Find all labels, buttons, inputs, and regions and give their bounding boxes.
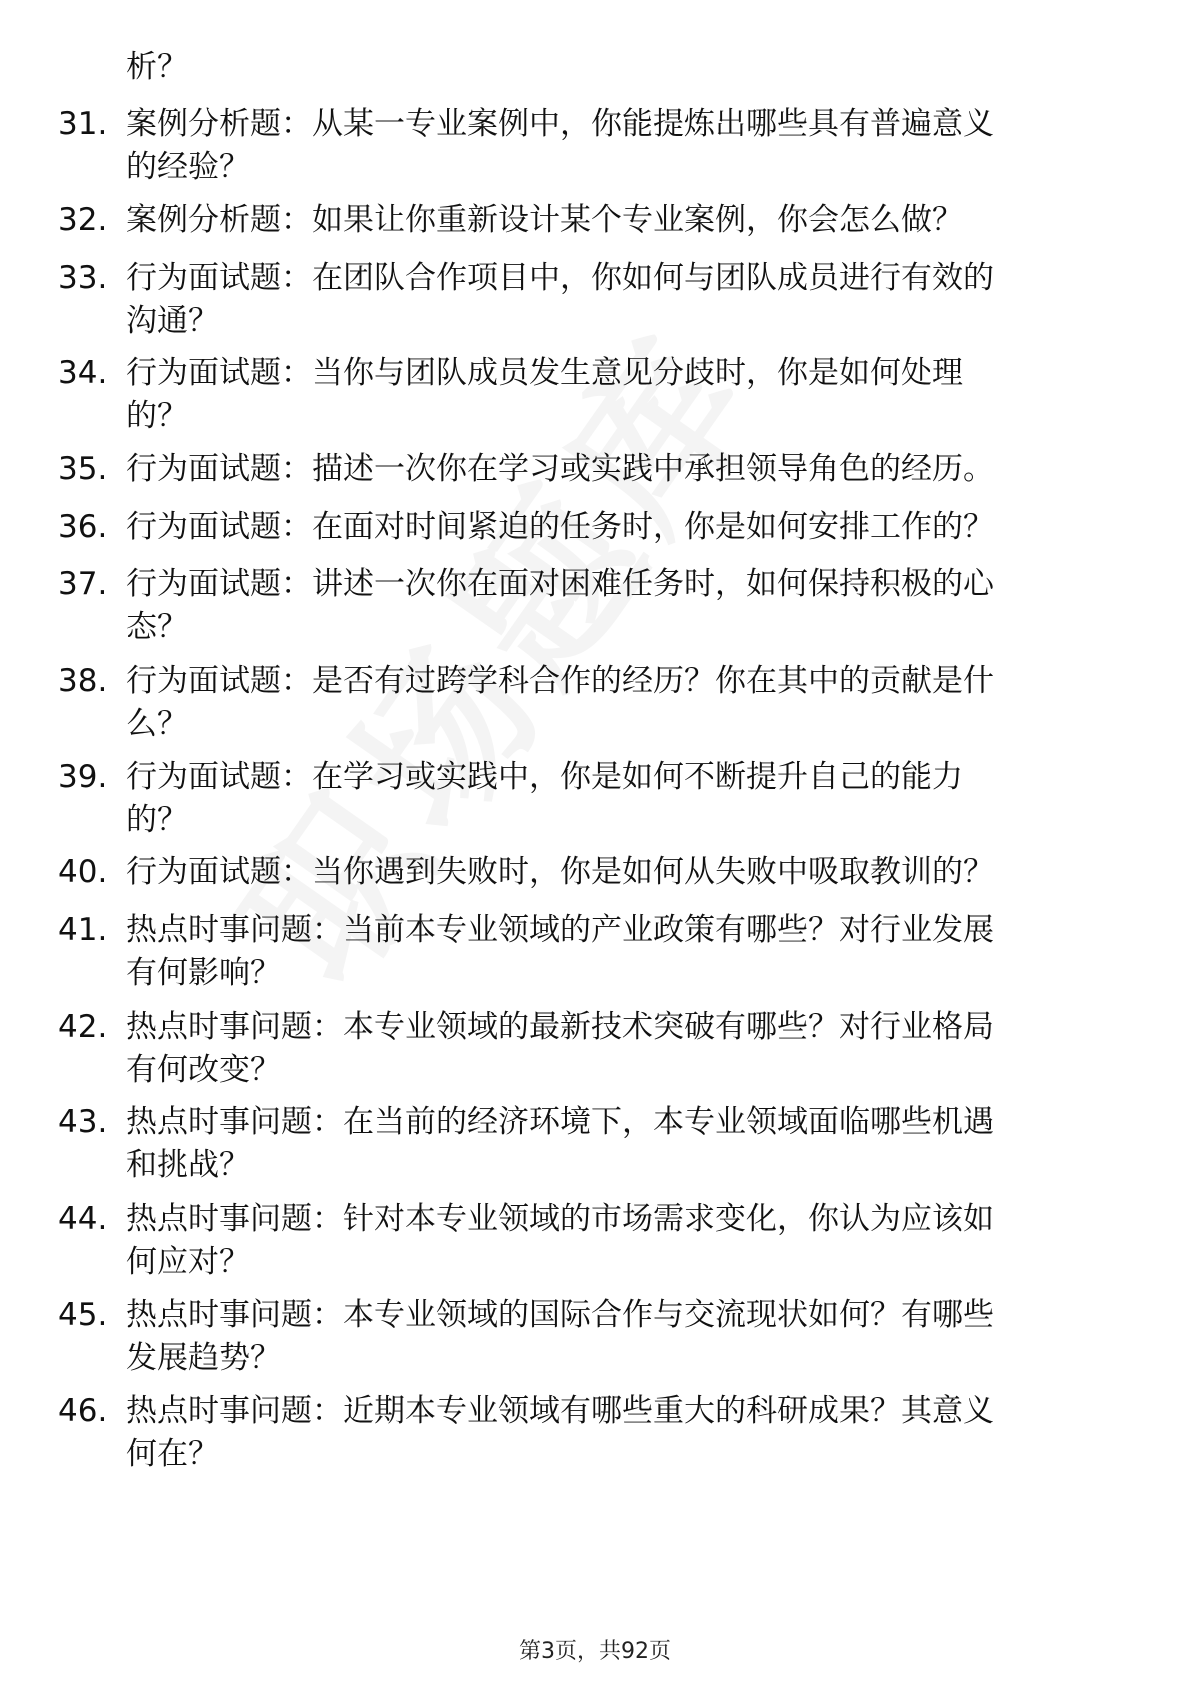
item-text-line: 析？ [126, 49, 188, 85]
item-text-line: 热点时事问题：本专业领域的最新技术突破有哪些？对行业格局 [126, 1009, 994, 1045]
item-text-line: 案例分析题：从某一专业案例中，你能提炼出哪些具有普遍意义 [126, 106, 994, 142]
item-text [126, 1101, 1116, 1187]
item-text-line: 热点时事问题：本专业领域的国际合作与交流现状如何？有哪些 [126, 1297, 994, 1333]
item-text [126, 506, 1116, 549]
item-number: 37. [58, 566, 108, 602]
item-number: 34. [58, 355, 108, 391]
item-number: 41. [58, 912, 108, 948]
item-text-line: 何应对？ [126, 1244, 250, 1280]
item-text [126, 756, 1116, 842]
page-footer: 第3页，共92页 [519, 1639, 671, 1664]
item-text-line: 热点时事问题：在当前的经济环境下，本专业领域面临哪些机遇 [126, 1104, 994, 1140]
item-number: 35. [58, 451, 108, 487]
item-text-line: 行为面试题：描述一次你在学习或实践中承担领导角色的经历。 [126, 451, 994, 487]
item-text [126, 257, 1116, 343]
item-text [126, 448, 1116, 491]
item-text-line: 行为面试题：当你与团队成员发生意见分歧时，你是如何处理 [126, 355, 963, 391]
item-number: 33. [58, 260, 108, 296]
item-number: 36. [58, 509, 108, 545]
item-text-line: 和挑战？ [126, 1147, 250, 1183]
item-text-line: 行为面试题：在团队合作项目中，你如何与团队成员进行有效的 [126, 260, 994, 296]
item-number: 42. [58, 1009, 108, 1045]
item-text [126, 563, 1116, 649]
item-text-line: 行为面试题：当你遇到失败时，你是如何从失败中吸取教训的？ [126, 854, 994, 890]
item-text-line: 态？ [126, 609, 188, 645]
item-text [126, 1006, 1116, 1092]
item-text [126, 851, 1116, 894]
item-text [126, 46, 1116, 89]
item-number: 44. [58, 1201, 108, 1237]
item-text [126, 199, 1116, 242]
item-text-line: 热点时事问题：当前本专业领域的产业政策有哪些？对行业发展 [126, 912, 994, 948]
item-text-line: 的经验？ [126, 149, 250, 185]
item-text [126, 909, 1116, 995]
item-text-line: 行为面试题：讲述一次你在面对困难任务时，如何保持积极的心 [126, 566, 994, 602]
item-text-line: 热点时事问题：针对本专业领域的市场需求变化，你认为应该如 [126, 1201, 994, 1237]
item-number: 45. [58, 1297, 108, 1333]
item-text-line: 行为面试题：在学习或实践中，你是如何不断提升自己的能力 [126, 759, 963, 795]
item-number: 31. [58, 106, 108, 142]
item-number: 40. [58, 854, 108, 890]
item-text [126, 103, 1116, 189]
item-number: 43. [58, 1104, 108, 1140]
item-text-line: 的？ [126, 802, 188, 838]
item-text-line: 有何改变？ [126, 1052, 281, 1088]
item-number: 39. [58, 759, 108, 795]
item-text [126, 660, 1116, 746]
item-text-line: 行为面试题：在面对时间紧迫的任务时，你是如何安排工作的？ [126, 509, 994, 545]
item-number: 38. [58, 663, 108, 699]
item-text-line: 何在？ [126, 1436, 219, 1472]
item-number: 32. [58, 202, 108, 238]
item-text [126, 1390, 1116, 1476]
item-text [126, 352, 1116, 438]
item-number: 46. [58, 1393, 108, 1429]
item-text-line: 行为面试题：是否有过跨学科合作的经历？你在其中的贡献是什 [126, 663, 994, 699]
item-text-line: 沟通？ [126, 303, 219, 339]
item-text-line: 发展趋势？ [126, 1340, 281, 1376]
item-text-line: 的？ [126, 398, 188, 434]
item-text-line: 么？ [126, 706, 188, 742]
item-text [126, 1198, 1116, 1284]
item-text [126, 1294, 1116, 1380]
item-text-line: 有何影响？ [126, 955, 281, 991]
item-text-line: 热点时事问题：近期本专业领域有哪些重大的科研成果？其意义 [126, 1393, 994, 1429]
item-text-line: 案例分析题：如果让你重新设计某个专业案例，你会怎么做？ [126, 202, 963, 238]
